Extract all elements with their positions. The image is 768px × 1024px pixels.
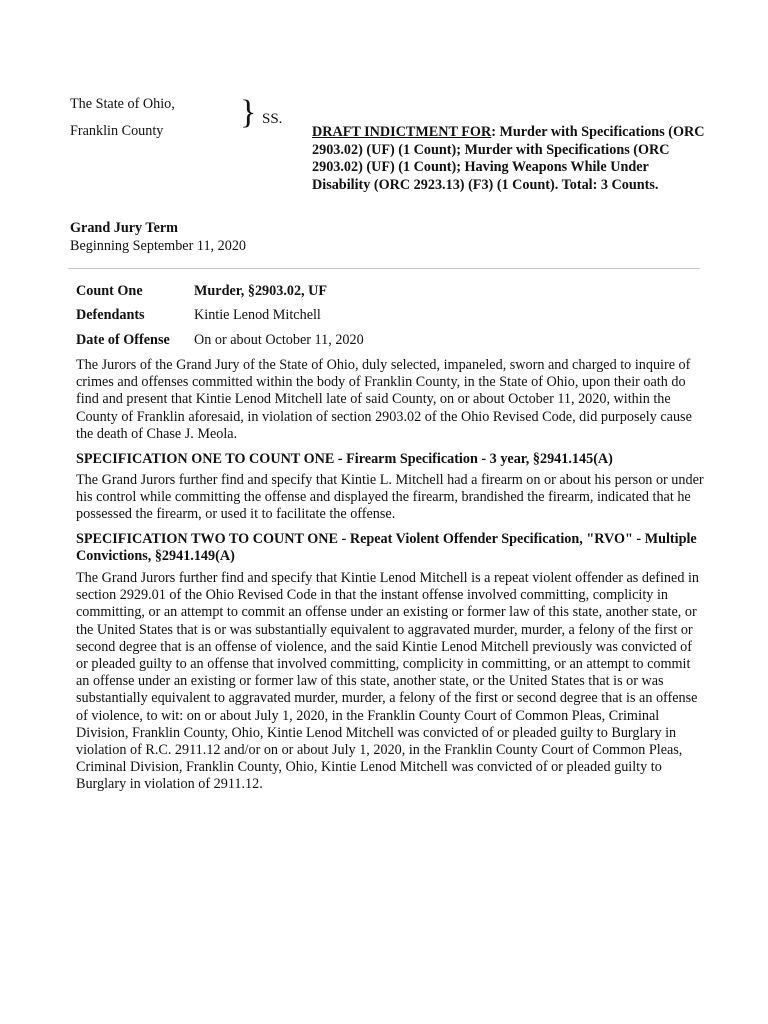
specification-two-heading: SPECIFICATION TWO TO COUNT ONE - Repeat Violent Offender Specification, "RVO" - Multiple Convictions, §2941.149(A): [76, 531, 697, 565]
specification-one-text: The Grand Jurors further find and specify that Kintie L. Mitchell had a firearm on or about his person or under his control while committing the offense and displayed the firearm, brandished the firearm, indicated that he possessed the firearm, or used it to facilitate the offense.: [76, 472, 704, 523]
caption-ss: SS.: [262, 111, 283, 127]
date-of-offense-row: [76, 332, 696, 350]
specification-one-heading: SPECIFICATION ONE TO COUNT ONE - Firearm Specification - 3 year, §2941.145(A): [76, 451, 613, 467]
caption-state: The State of Ohio,: [70, 96, 175, 112]
count-label: Count One: [76, 283, 143, 299]
caption-brace: }: [240, 94, 257, 131]
caption-county: Franklin County: [70, 123, 164, 139]
defendants-value: Kintie Lenod Mitchell: [194, 307, 321, 323]
draft-indictment-heading: [312, 124, 707, 194]
draft-indictment-text: : Murder with Specifications (ORC 2903.02) (UF) (1 Count); Murder with Specifications (ORC 2903.02) (UF) (1 Count); Having Weapons While Under Disability (ORC 2923.13) (F3) (1 Count). Total: 3 Counts.: [312, 124, 705, 193]
section-divider: [68, 268, 700, 269]
draft-indictment-lead: DRAFT INDICTMENT FOR: [312, 124, 492, 140]
count-row: [76, 283, 696, 301]
grand-jury-term-date: Beginning September 11, 2020: [70, 238, 247, 254]
count-value: Murder, §2903.02, UF: [194, 283, 328, 299]
date-of-offense-label: Date of Offense: [76, 332, 170, 348]
defendants-label: Defendants: [76, 307, 145, 323]
grand-jury-term-title: Grand Jury Term: [70, 220, 178, 236]
date-of-offense-value: On or about October 11, 2020: [194, 332, 364, 348]
count-one-paragraph: The Jurors of the Grand Jury of the State of Ohio, duly selected, impaneled, sworn and charged to inquire of crimes and offenses committed within the body of Franklin County, in the State of Ohio, upon their oath do find and present that Kintie Lenod Mitchell late of said County, on or about October 11, 2020, within the County of Franklin aforesaid, in violation of section 2903.02 of the Ohio Revised Code, did purposely cause the death of Chase J. Meola.: [76, 357, 692, 442]
specification-two-text: The Grand Jurors further find and specify that Kintie Lenod Mitchell is a repeat violent offender as defined in section 2929.01 of the Ohio Revised Code in that the instant offense involved committing, complicity in committing, or an attempt to commit an offense under an existing or former law of this state, another state, or the United States that is or was substantially equivalent to aggravated murder, murder, a felony of the first or second degree that is an offense of violence, and the said Kintie Lenod Mitchell previously was convicted of or pleaded guilty to an offense that involved committing, complicity in committing, or an attempt to commit an offense under an existing or former law of this state, another state, or the United States that is or was substantially equivalent to aggravated murder, murder, a felony of the first or second degree that is an offense of violence, to wit: on or about July 1, 2020, in the Franklin County Court of Common Pleas, Criminal Division, Franklin County, Ohio, Kintie Lenod Mitchell was convicted of or pleaded guilty to Burglary in violation of R.C. 2911.12 and/or on or about July 1, 2020, in the Franklin County Court of Common Pleas, Criminal Division, Franklin County, Ohio, Kintie Lenod Mitchell was convicted of or pleaded guilty to Burglary in violation of 2911.12.: [76, 570, 699, 793]
defendants-row: [76, 307, 696, 325]
